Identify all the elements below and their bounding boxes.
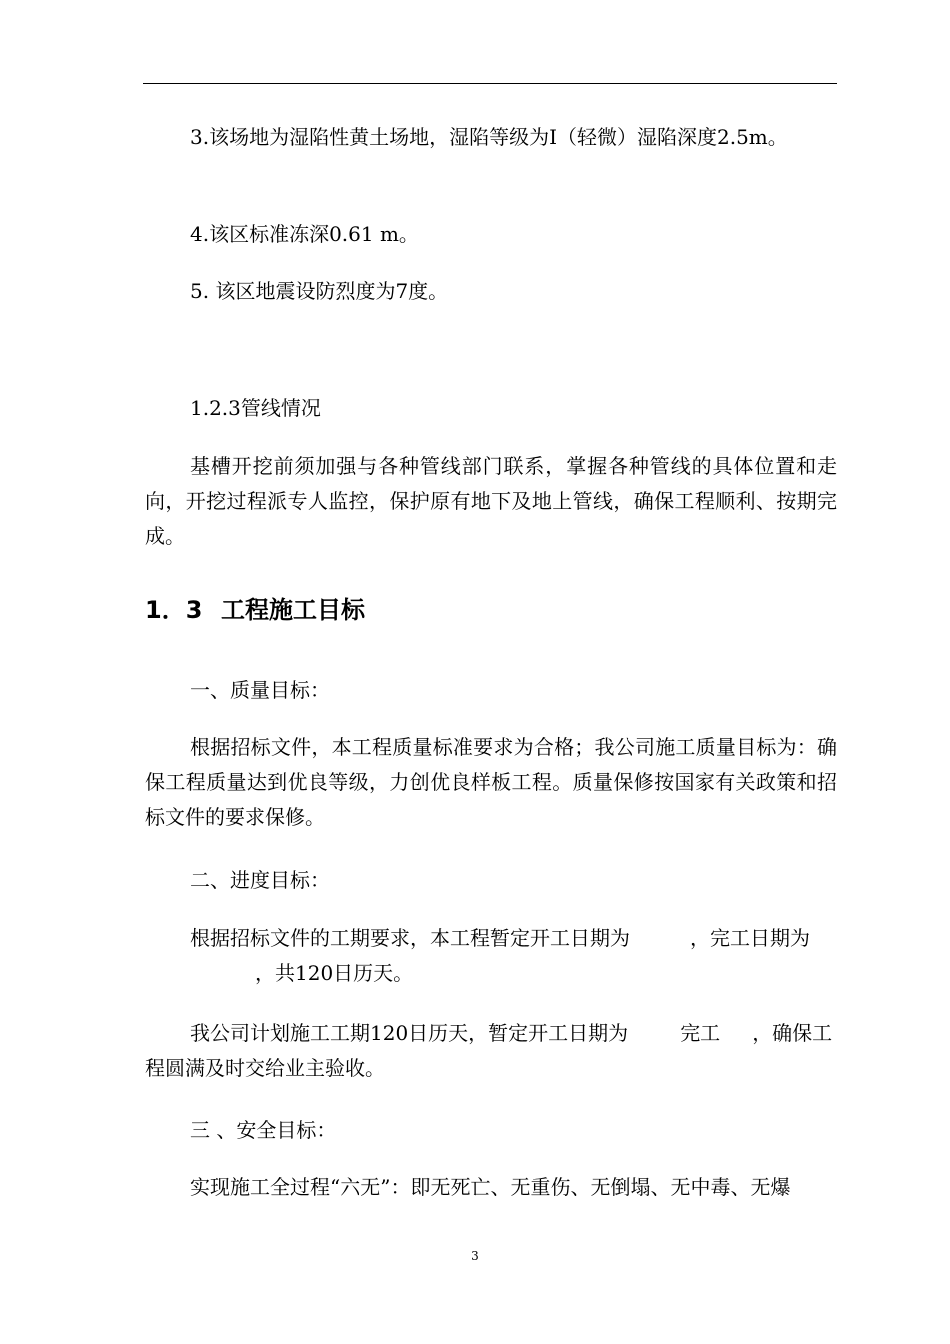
paragraph-quality-goal: 根据招标文件，本工程质量标准要求为合格；我公司施工质量目标为：确保工程质量达到优良等级，力创优良样板工程。质量保修按国家有关政策和招标文件的要求保修。 [145,735,837,829]
heading-quality-goal: 一、质量目标： [190,678,330,702]
paragraph-safety-goal: 实现施工全过程“六无”：即无死亡、无重伤、无倒塌、无中毒、无爆 [190,1175,791,1199]
page-number: 3 [471,1249,479,1263]
schedule-tender-part-3: ，共120日历天。 [255,961,414,985]
subsection-heading-pipelines: 1.2.3管线情况 [190,396,321,420]
section-heading-number: 1．3 [145,596,203,624]
section-heading [145,592,365,628]
heading-schedule-goal: 二、进度目标： [190,868,330,892]
paragraph-frost-depth: 4.该区标准冻深0.61 m。 [190,222,419,246]
header-rule [143,83,837,84]
paragraph-seismic-intensity: 5. 该区地震设防烈度为7度。 [190,279,449,303]
paragraph-pipelines: 基槽开挖前须加强与各种管线部门联系，掌握各种管线的具体位置和走向，开挖过程派专人监控，保护原有地下及地上管线，确保工程顺利、按期完成。 [145,454,837,548]
schedule-plan-part-1: 我公司计划施工工期120日历天，暂定开工日期为 [190,1021,629,1045]
heading-safety-goal: 三 、安全目标： [190,1118,337,1142]
schedule-tender-part-1: 根据招标文件的工期要求，本工程暂定开工日期为 [190,926,630,950]
paragraph-schedule-tender [145,921,837,991]
schedule-tender-part-2: ，完工日期为 [690,926,810,950]
schedule-plan-part-2: 完工 [680,1021,721,1045]
paragraph-schedule-plan [145,1016,837,1086]
section-heading-title: 工程施工目标 [221,596,365,624]
schedule-plan-part-3: ，确保工程圆满及时交给业主验收。 [145,1021,833,1080]
paragraph-collapsible-loess: 3.该场地为湿陷性黄土场地，湿陷等级为Ⅰ（轻微）湿陷深度2.5m。 [190,125,788,149]
